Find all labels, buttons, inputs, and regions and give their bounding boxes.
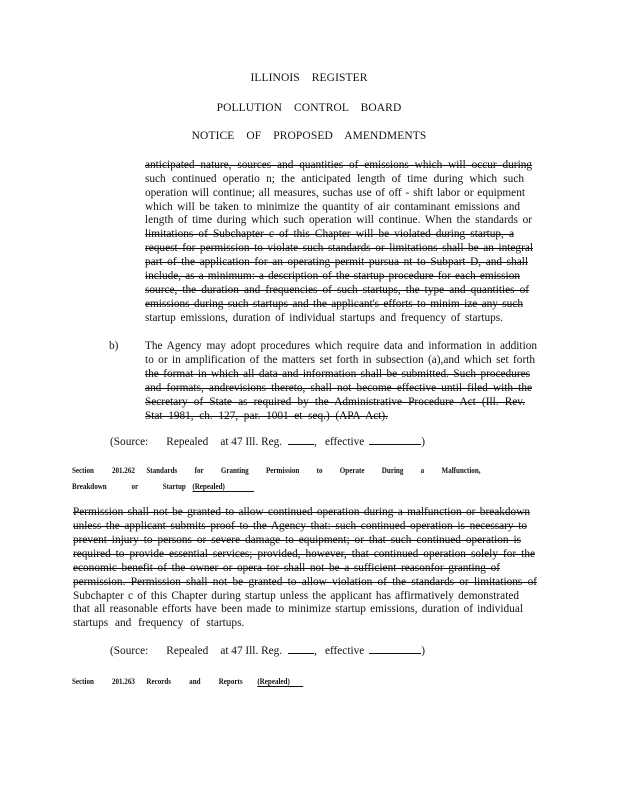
source-repealed: Repealed <box>166 436 209 448</box>
text-line: Permission shall not be granted to allow continued operation during a malfunction or breakdown <box>73 506 530 518</box>
text-line: limitations of Subchapter c of this Chapter will be violated during startup, a <box>145 228 514 240</box>
section-title-cont: Breakdown or Startup <box>72 481 186 491</box>
text-line: operation will continue; all measures, suchas use of off - shift labor or equipment <box>145 187 525 199</box>
text-line: economic benefit of the owner or opera tor shall not be a sufficient reasonfor granting of <box>73 562 500 574</box>
register-title: ILLINOIS REGISTER <box>250 72 368 84</box>
source-repealed: Repealed <box>166 645 209 657</box>
text-line: permission. Permission shall not be granted to allow violation of the standards or limitations of <box>73 576 537 588</box>
section-number: 201.263 <box>111 676 135 686</box>
board-title: POLLUTION CONTROL BOARD <box>216 102 402 114</box>
source-note: (Source: Repealed at 47 Ill. Reg. , effective ) <box>110 645 426 657</box>
section-title: Standards for Granting Permission to Operate During a Malfunction, <box>146 465 481 475</box>
register-blank <box>288 653 314 654</box>
text-line: such continued operatio n; the anticipated length of time during which such <box>145 173 524 185</box>
effective-blank <box>369 653 421 654</box>
text-line: the format in which all data and information shall be submitted. Such procedures <box>145 368 530 380</box>
section-heading-cont <box>72 481 254 492</box>
section-status: (Repealed) <box>192 481 254 492</box>
source-register: at 47 Ill. Reg. <box>220 436 283 448</box>
text-line: and formats, andrevisions thereto, shall not become effective until filed with the <box>145 382 532 394</box>
source-note: (Source: Repealed at 47 Ill. Reg. , effective ) <box>110 436 426 448</box>
text-line: length of time during which such operation will continue. When the standards or <box>145 214 532 226</box>
text-line: include, as a minimum: a description of the startup procedure for each emission <box>145 270 520 282</box>
section-heading <box>72 465 481 475</box>
text-line: Secretary of State as required by the Administrative Procedure Act (Ill. Rev. <box>145 396 525 408</box>
text-line: startups and frequency of startups. <box>73 617 245 629</box>
text-line: Stat 1981, ch. 127, par. 1001 et seq.) (APA Act). <box>145 410 388 422</box>
section-word: Section <box>72 465 94 475</box>
notice-title: NOTICE OF PROPOSED AMENDMENTS <box>191 130 427 142</box>
source-effective: effective <box>324 645 365 657</box>
source-register: at 47 Ill. Reg. <box>220 645 283 657</box>
section-status: (Repealed) <box>257 676 303 687</box>
text-line: emissions during such startups and the applicant's efforts to minim ize any such <box>145 298 523 310</box>
section-number: 201.262 <box>111 465 135 475</box>
source-label: (Source: <box>110 645 149 657</box>
text-line: required to provide essential services; provided, however, that continued operation solely for the <box>73 548 535 560</box>
text-line: startup emissions, duration of individual startups and frequency of startups. <box>145 312 503 324</box>
text-line: request for permission to violate such standards or limitations shall be an integral <box>145 242 533 254</box>
text-line: The Agency may adopt procedures which require data and information in addition <box>145 340 537 352</box>
section-word: Section <box>72 676 94 686</box>
section-title: Records and Reports <box>146 676 243 686</box>
section-heading <box>72 676 303 687</box>
text-line: prevent injury to persons or severe damage to equipment; or that such continued operation is <box>73 534 521 546</box>
text-line: that all reasonable efforts have been made to minimize startup emissions, duration of individual <box>73 603 523 615</box>
text-line: which will be taken to minimize the quantity of air contaminant emissions and <box>145 201 520 213</box>
text-line: source, the duration and frequencies of such startups, the type and quantities of <box>145 284 529 296</box>
text-line: to or in amplification of the matters set forth in subsection (a),and which set forth <box>145 354 535 366</box>
register-blank <box>288 444 314 445</box>
text-line: unless the applicant submits proof to the Agency that: such continued operation is necessary to <box>73 520 527 532</box>
source-label: (Source: <box>110 436 149 448</box>
effective-blank <box>369 444 421 445</box>
text-line: Subchapter c of this Chapter during startup unless the applicant has affirmatively demonstrated <box>73 590 519 602</box>
source-effective: effective <box>324 436 365 448</box>
text-line: part of the application for an operating permit pursua nt to Subpart D, and shall <box>145 256 528 268</box>
subsection-label: b) <box>109 340 119 352</box>
text-line: anticipated nature, sources and quantities of emissions which will occur during <box>145 159 532 171</box>
